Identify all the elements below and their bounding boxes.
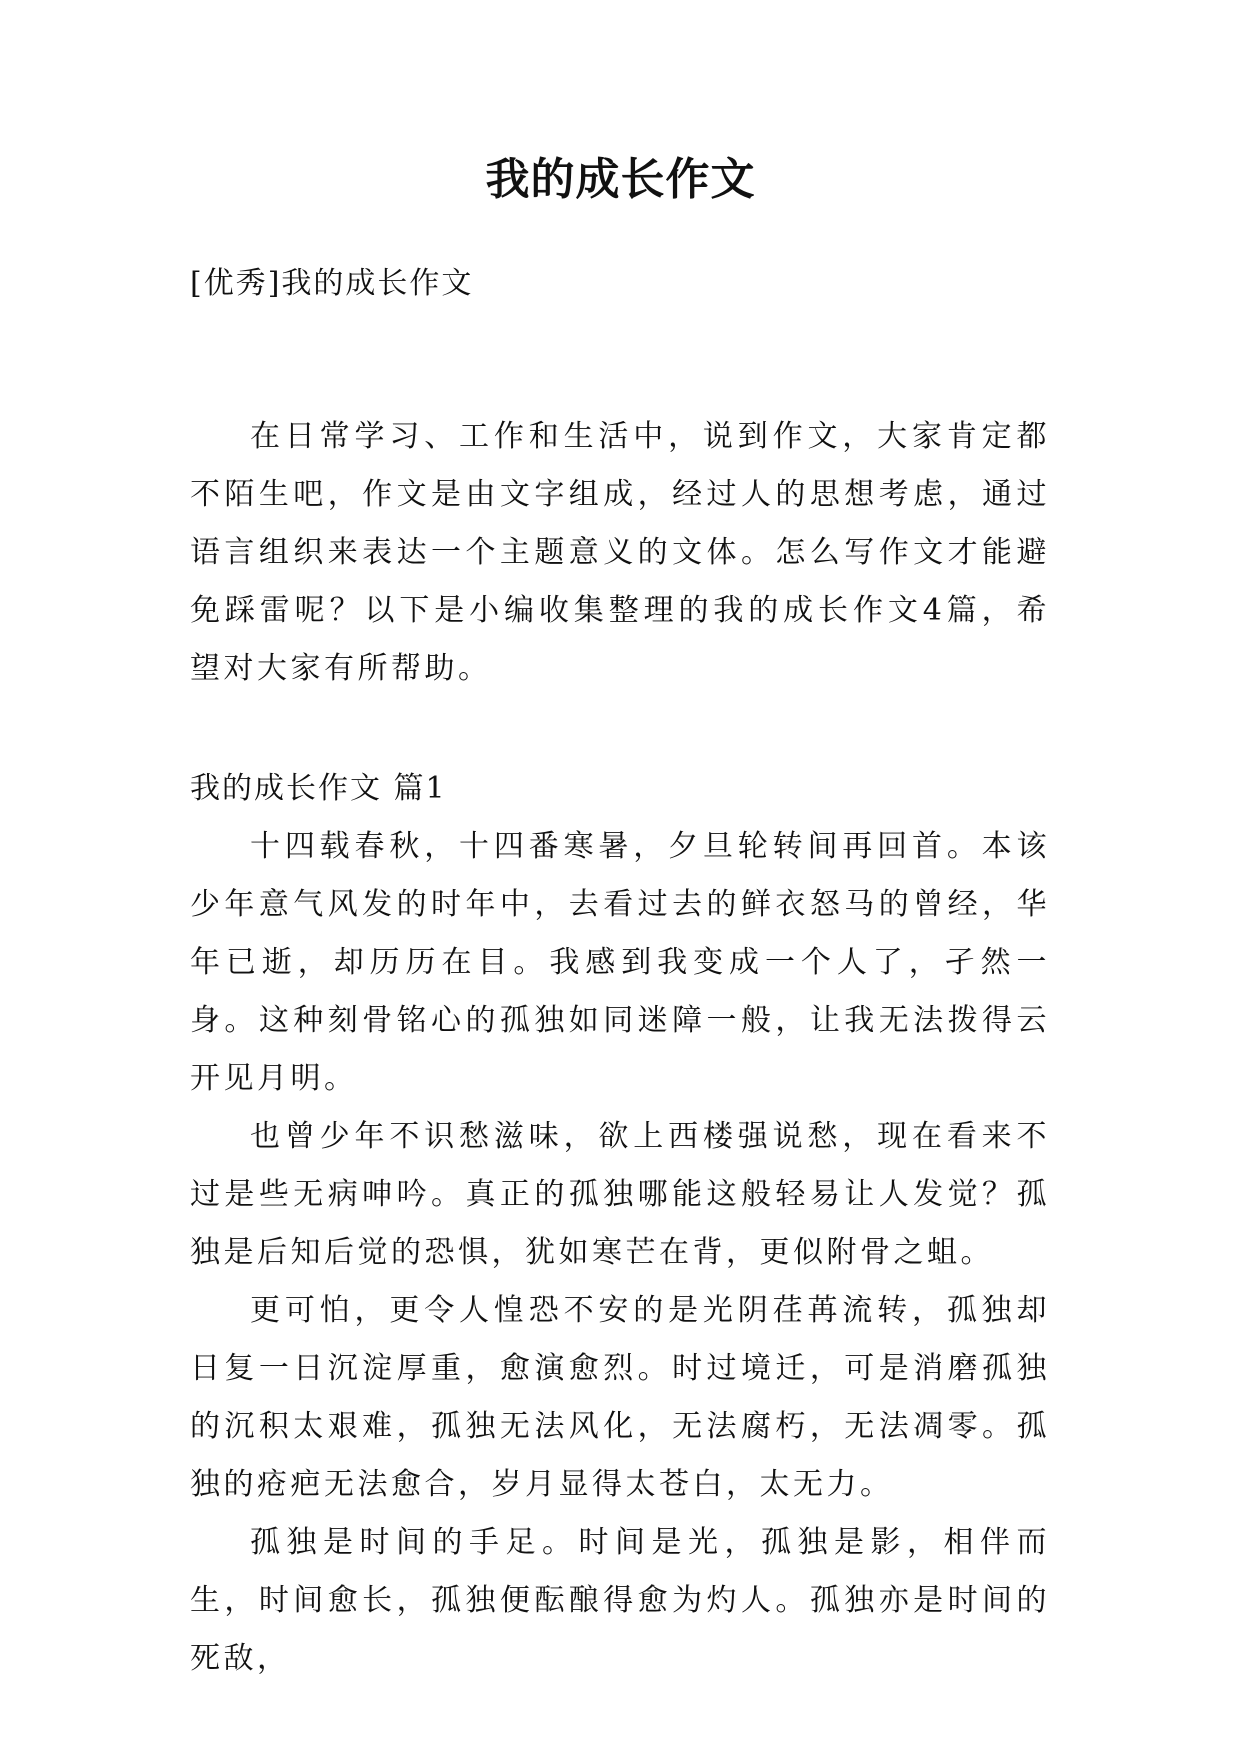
document-subtitle: [优秀]我的成长作文 — [190, 266, 474, 301]
essay-paragraph-4: 孤独是时间的手足。时间是光，孤独是影，相伴而生，时间愈长，孤独便酝酿得愈为灼人。孤独亦是时间的死敌， — [190, 1525, 1050, 1676]
intro-paragraph: 在日常学习、工作和生活中，说到作文，大家肯定都不陌生吧，作文是由文字组成，经过人的思想考虑，通过语言组织来表达一个主题意义的文体。怎么写作文才能避免踩雷呢？以下是小编收集整理的我的成长作文4篇，希望对大家有所帮助。 — [190, 419, 1050, 686]
essay-paragraph-3: 更可怕，更令人惶恐不安的是光阴荏苒流转，孤独却日复一日沉淀厚重，愈演愈烈。时过境迁，可是消磨孤独的沉积太艰难，孤独无法风化，无法腐朽，无法凋零。孤独的疮疤无法愈合，岁月显得太苍白，太无力。 — [190, 1293, 1050, 1502]
essay-paragraph-2: 也曾少年不识愁滋味，欲上西楼强说愁，现在看来不过是些无病呻吟。真正的孤独哪能这般轻易让人发觉？孤独是后知后觉的恐惧，犹如寒芒在背，更似附骨之蛆。 — [190, 1119, 1050, 1270]
section-heading: 我的成长作文 篇1 — [190, 771, 447, 806]
intro-block — [190, 408, 1050, 698]
essay-paragraph-1: 十四载春秋，十四番寒暑，夕旦轮转间再回首。本该少年意气风发的时年中，去看过去的鲜衣怒马的曾经，华年已逝，却历历在目。我感到我变成一个人了，孑然一身。这种刻骨铭心的孤独如同迷障一般，让我无法拨得云开见月明。 — [190, 829, 1050, 1096]
document-title: 我的成长作文 — [485, 154, 756, 205]
essay-section-1 — [190, 760, 1050, 1688]
